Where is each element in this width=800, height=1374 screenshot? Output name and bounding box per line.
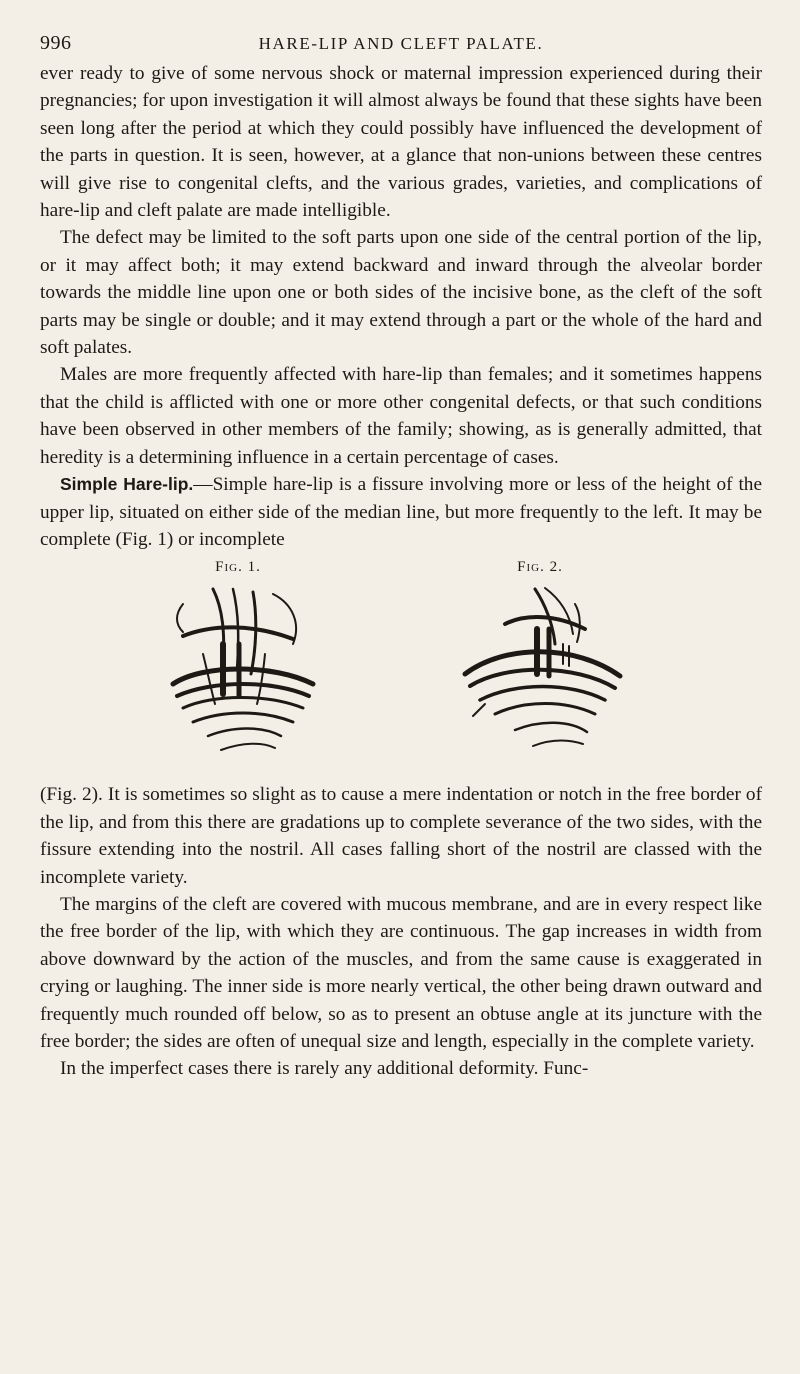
figure-1 xyxy=(128,559,348,769)
section-text: —Simple hare-lip is a fissure involving more or less of the height of the upper lip, situated on either side of the median line, but more frequently to the left. It may be complete (Fig. 1) or incomplete xyxy=(40,474,762,550)
paragraph: Males are more frequently affected with hare-lip than females; and it sometimes happens that the child is afflicted with one or more other congenital defects, or that such conditions have been observed in other members of the family; showing, as is generally admitted, that heredity is a determining influence in a certain percentage of cases. xyxy=(40,364,762,468)
complete-harelip-illustration xyxy=(153,584,323,769)
section-heading: Simple Hare-lip. xyxy=(60,474,194,495)
figure-2 xyxy=(430,559,650,769)
page-header xyxy=(40,22,762,56)
book-page xyxy=(40,22,762,1083)
page-number: 996 xyxy=(40,32,72,54)
simple-harelip-paragraph xyxy=(40,471,762,553)
figure-row xyxy=(40,559,762,781)
paragraph: (Fig. 2). It is sometimes so slight as to cause a mere indentation or notch in the free border of the lip, and from this there are gradations up to complete severance of the two sides, with the fissure extending into the nostril. All cases falling short of the nostril are classed with the incomplete variety. xyxy=(40,784,762,888)
incomplete-harelip-illustration xyxy=(445,584,635,769)
paragraph: The defect may be limited to the soft parts upon one side of the central portion of the lip, or it may affect both; it may extend backward and inward through the alveolar border towards the middle line upon one or both sides of the incisive bone, as the cleft of the soft parts may be single or double; and it may extend through a part or the whole of the hard and soft palates. xyxy=(40,227,762,359)
paragraph: The margins of the cleft are covered with mucous membrane, and are in every respect like the free border of the lip, with which they are continuous. The gap increases in width from above downward by the action of the muscles, and from the same cause is exaggerated in crying or laughing. The inner side is more nearly vertical, the other being drawn outward and frequently much rounded off below, so as to present an obtuse angle at its juncture with the free border; the sides are often of unequal size and length, especially in the complete variety. xyxy=(40,893,762,1052)
paragraph: In the imperfect cases there is rarely any additional deformity. Func- xyxy=(60,1058,589,1080)
running-title: HARE-LIP AND CLEFT PALATE. xyxy=(258,34,544,53)
figure-1-caption: Fig. 1. xyxy=(215,559,261,576)
figure-2-caption: Fig. 2. xyxy=(517,559,563,576)
paragraph: ever ready to give of some nervous shock or maternal impression experienced during their pregnancies; for upon investigation it will almost always be found that these sights have been seen long after the period at which they could possibly have influenced the development of the parts in question. It is seen, however, at a glance that non-unions between these centres will give rise to congenital clefts, and the various grades, varieties, and complications of hare-lip and cleft palate are made intelligible. xyxy=(40,63,762,222)
